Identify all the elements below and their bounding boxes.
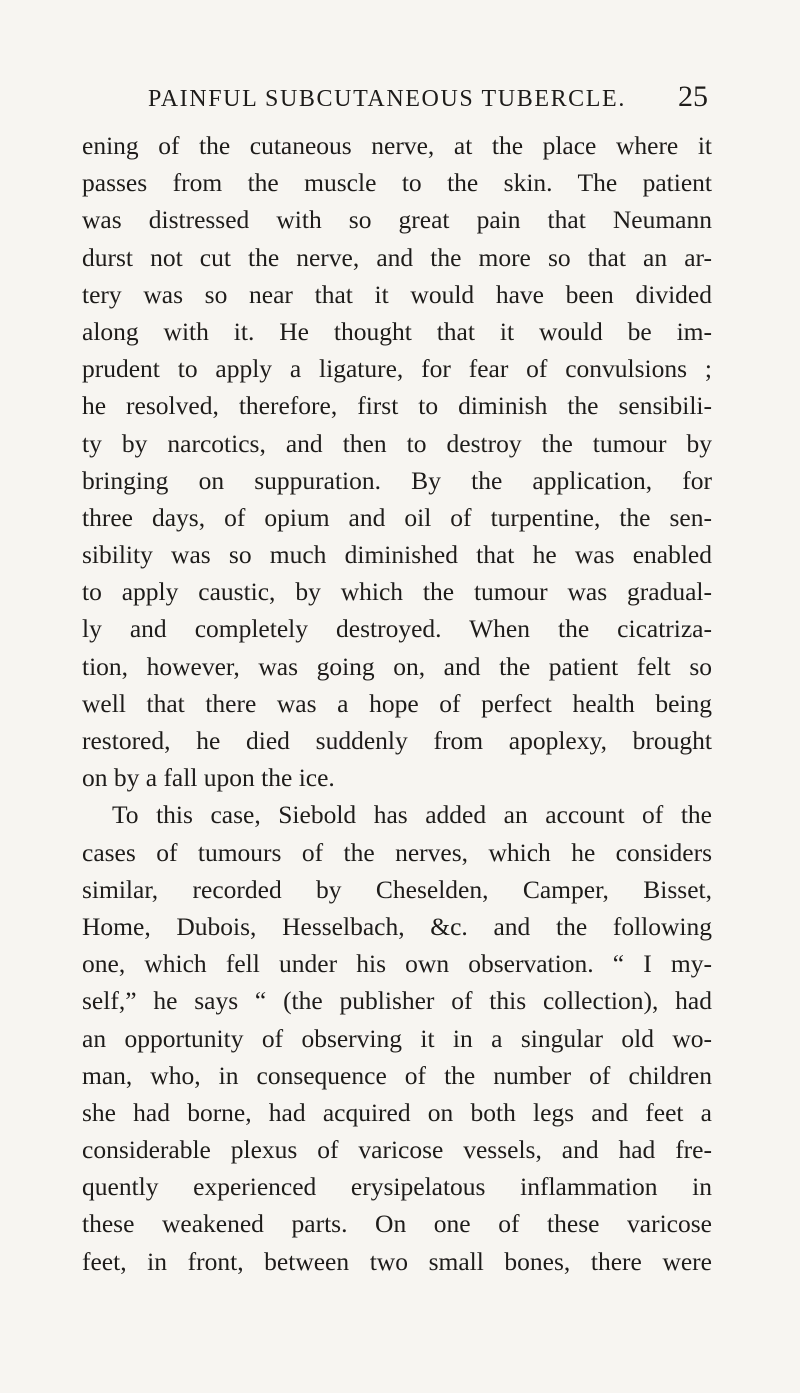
text-line: ty by narcotics, and then to destroy the tumour by [82, 428, 712, 458]
text-line: passes from the muscle to the skin. The patient [82, 168, 712, 198]
text-line: ening of the cutaneous nerve, at the place where it [82, 131, 712, 160]
text-line: similar, recorded by Cheselden, Camper, Bisset, [82, 874, 712, 904]
text-line: cases of tumours of the nerves, which he considers [82, 837, 712, 867]
running-title: PAINFUL SUBCUTANEOUS TUBERCLE. [148, 86, 626, 112]
text-line: was distressed with so great pain that Neumann [82, 205, 712, 235]
text-line: one, which fell under his own observation. “ I my- [82, 949, 712, 979]
paragraph-end-line: on by a fall upon the ice. [82, 763, 335, 793]
text-line: prudent to apply a ligature, for fear of convulsions ; [82, 354, 712, 384]
text-line: restored, he died suddenly from apoplexy, brought [82, 726, 712, 755]
text-line: self,” he says “ (the publisher of this collection), had [82, 986, 712, 1016]
running-head [148, 80, 708, 120]
body-text [82, 127, 712, 1280]
text-line: along with it. He thought that it would be im- [82, 316, 712, 346]
text-line: ly and completely destroyed. When the cicatriza- [82, 614, 712, 644]
text-line: well that there was a hope of perfect health being [82, 688, 712, 718]
text-line: these weakened parts. On one of these varicose [82, 1209, 712, 1239]
text-line: bringing on suppuration. By the application, for [82, 465, 712, 495]
paragraph-start-line: To this case, Siebold has added an account of the [112, 800, 712, 830]
text-line: tery was so near that it would have been divided [82, 279, 712, 309]
text-line: sibility was so much diminished that he was enabled [82, 540, 712, 570]
text-line: man, who, in consequence of the number of children [82, 1060, 712, 1090]
text-line: an opportunity of observing it in a singular old wo- [82, 1023, 712, 1053]
text-line: three days, of opium and oil of turpentine, the sen- [82, 502, 712, 532]
text-line: feet, in front, between two small bones, there were [82, 1246, 712, 1276]
text-line: Home, Dubois, Hesselbach, &c. and the following [82, 911, 712, 941]
text-line: to apply caustic, by which the tumour was gradual- [82, 577, 712, 607]
page-number: 25 [678, 80, 708, 113]
text-line: quently experienced erysipelatous inflammation in [82, 1172, 712, 1202]
text-line: she had borne, had acquired on both legs and feet a [82, 1097, 712, 1127]
text-line: he resolved, therefore, first to diminish the sensibili- [82, 391, 712, 421]
text-line: considerable plexus of varicose vessels, and had fre- [82, 1135, 712, 1165]
text-line: tion, however, was going on, and the patient felt so [82, 651, 712, 681]
text-line: durst not cut the nerve, and the more so that an ar- [82, 242, 712, 272]
